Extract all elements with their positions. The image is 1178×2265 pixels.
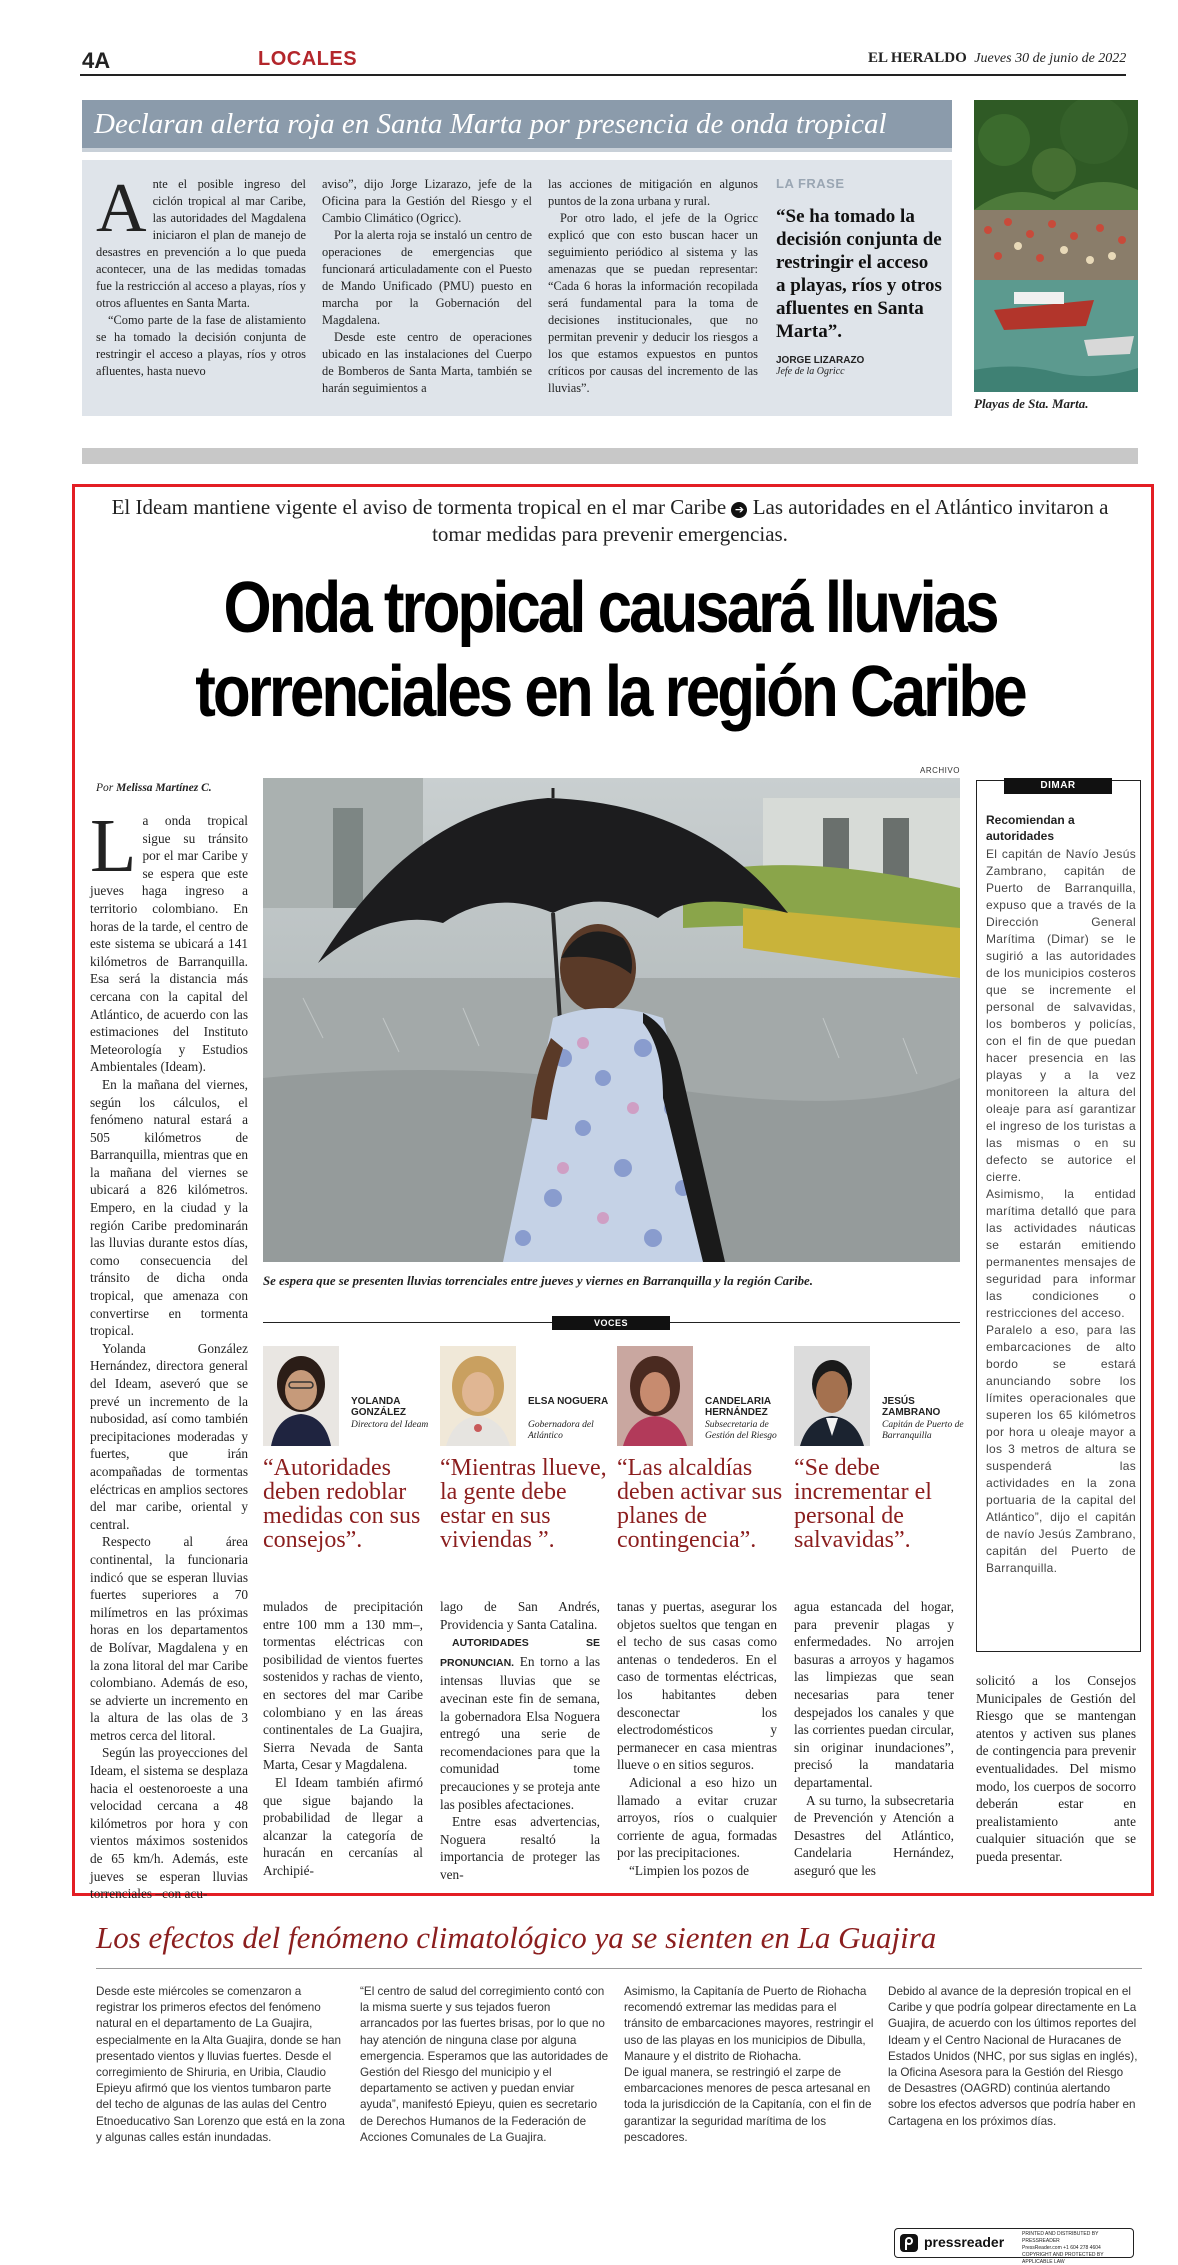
paragraph: las acciones de mitigación en algunos puntos de la zona urbana y rural. [548,177,758,208]
paragraph: “Como parte de la fase de alistamiento se ha tomado la decisión conjunta de restringir el acceso a playas, ríos y otros afluentes, hasta nuevo [96,313,306,378]
subhead: AUTORIDADES SE PRONUNCIAN. [440,1637,600,1669]
paragraph: “Limpien los pozos de [629,1862,750,1878]
voice-card [440,1346,612,1576]
dropcap: L [90,804,137,888]
sidebar-title: Recomiendan a autoridades [986,813,1075,843]
kicker-part-1: El Ideam mantiene vigente el aviso de tormenta tropical en el mar Caribe [111,495,727,519]
top-story-column-1 [96,170,306,380]
paragraph: En la mañana del viernes, según los cálculos, el fenómeno natural estará a 505 kilómetros de Barranquilla, mientras que en la mañana del viernes se ubicará a 826 kilómetros. Empero, en la ciudad y la región Caribe predominarán las lluvias durante estos días, como consecuencia del tránsito de dicha onda tropical, que amenaza con convertirse en tormenta tropical. [90,1076,248,1339]
section-divider [82,448,1138,464]
voice-name: YOLANDA GONZÁLEZ [351,1396,406,1418]
paragraph: nte el posible ingreso del ciclón tropical al mar Caribe, las autoridades del Magdalena iniciaron el plan de manejo de desastres en prevención a lo que pueda acontecer, una de las medidas tomadas fue la restricción al acceso a playas, ríos y otros afluentes en Santa Marta. [96,177,306,310]
paragraph: En torno a las intensas lluvias que se avecinan este fin de semana, la gobernadora Elsa Noguera entregó una serie de recomendaciones para que la comunidad tome precauciones y se proteja ante las posibles afectaciones. [440,1653,600,1812]
paragraph: Respecto al área continental, la funcionaria indicó que se esperan lluvias fuertes superiores a 70 milímetros en las próximas horas en los departamentos de Bolívar, Magdalena y en la zona litoral del mar Caribe colombiano. Además de eso, se advierte un incremento en la altura de las olas de 3 metros cerca del litoral. [90,1534,248,1743]
voice-card [794,1346,966,1576]
feature-column-4 [617,1598,777,1880]
voice-role: Gobernadora del Atlántico [528,1420,594,1441]
voice-role: Directora del Ideam [351,1420,429,1430]
headline-line-2: torrenciales en la región Caribe [195,652,1025,732]
arrow-right-icon: ➔ [731,502,747,518]
header-rule [80,74,1126,76]
pull-quote-label: LA FRASE [776,176,845,191]
sidebar-text [986,846,1136,1577]
voice-name: JESÚS ZAMBRANO [882,1396,941,1418]
paper-masthead [868,50,1126,67]
feature-column-1 [90,804,248,1903]
bottom-column-2: “El centro de salud del corregimiento contó con la misma suerte y sus tejados fueron arrancados por las fuertes brisas, por lo que no hay atención de ninguna clase por alguna emergencia. Esperamos que las autoridades de Gestión del Riesgo del municipio y el departamento se activen y puedan enviar ayuda”, manifestó Epieyu, quien es secretario de Derechos Humanos de la Federación de Acciones Comunales de La Guajira. [360,1985,609,2144]
bottom-story-rule [96,1968,1142,1969]
paragraph: Adicional a eso hizo un llamado a evitar cruzar arroyos, ríos o cualquier corriente de agua, formadas por las precipitaciones. [617,1774,777,1861]
byline [96,782,212,794]
main-photo [263,778,960,1262]
feature-column-2 [263,1598,423,1880]
paragraph: De igual manera, se restringió el zarpe de embarcaciones menores de pesca artesanal en toda la jurisdicción de la Capitanía, con el fin de garantizar la seguridad marítima de los pescadores. [624,2066,872,2144]
top-story-banner [82,100,952,152]
pull-quote-text: “Se ha tomado la decisión conjunta de restringir el acceso a playas, ríos y otros afluentes en Santa Marta”. [776,206,942,342]
paragraph: A su turno, la subsecretaria de Prevención y Atención a Desastres del Atlántico, Candelaria Hernández, aseguró que les [794,1792,954,1878]
paragraph: Según las proyecciones del Ideam, el sistema se desplaza hacia el oestenoroeste a una velocidad cercana a 48 kilómetros por hora y con vientos máximos sostenidos de 65 km/h. Además, este jueves se esperan lluvias torrenciales –con acu- [90,1745,248,1902]
bottom-column-3 [624,1984,874,2146]
paragraph: Desde este centro de operaciones ubicado en las instalaciones del Cuerpo de Bomberos de Santa Marta, también se harán seguimientos a [322,330,532,395]
paragraph: aviso”, dijo Jorge Lizarazo, jefe de la Oficina para la Gestión del Riesgo y el Cambio Climático (Ogricc). [322,177,532,225]
voice-name: ELSA NOGUERA [528,1396,609,1407]
pressreader-brand: pressreader [924,2234,1005,2250]
top-story-column-2 [322,176,532,397]
paragraph: Yolanda González Hernández, directora general del Ideam, aseveró que se prevé un incremento de la nubosidad, así como también precipitaciones moderadas y fuertes, que irán acompañadas de tormentas eléctricas en amplios sectores del mar caribe, oriental y central. [90,1340,248,1532]
paragraph: Por la alerta roja se instaló un centro de operaciones de emergencias que funcionará articuladamente con el Puesto de Mando Unificado (PMU) puesto en marcha por la Gobernación del Magdalena. [322,228,532,327]
feature-column-5 [794,1598,954,1880]
paragraph: El capitán de Navío Jesús Zambrano, capitán de Puerto de Barranquilla, expuso que a través de la Dirección General Marítima (Dimar) se le sugirió a las autoridades de los municipios costeros que se incremente el personal de salvavidas, los bomberos y policías, con el fin de que puedan hacer presencia en las playas y a la vez monitoreen la altura del oleaje para así garantizar el ingreso de los turistas a las mismas o en su defecto se autorice el cierre. [986,847,1136,1184]
feature-column-6 [976,1672,1136,1866]
photo-credit: ARCHIVO [920,766,960,775]
feature-headline [180,566,1040,734]
kicker-part-2: Las autoridades en el Atlántico invitaron a tomar medidas para prevenir emergencias. [432,495,1109,546]
headline-line-1: Onda tropical causará lluvias [223,568,997,648]
voice-role: Capitán de Puerto de Barranquilla [882,1420,964,1441]
pull-quote-name: JORGE LIZARAZO [776,355,865,366]
beach-photo-caption: Playas de Sta. Marta. [974,396,1089,411]
paragraph: Asimismo, la entidad marítima detalló que para las actividades náuticas se estarán emitiendo permanentes mensajes de seguridad para informar las condiciones o restricciones del acceso. [986,1187,1136,1320]
top-story-headline: Declaran alerta roja en Santa Marta por presencia de onda tropical [94,108,887,140]
voice-name: CANDELARIA HERNÁNDEZ [705,1396,771,1418]
byline-name: Melissa Martínez C. [116,782,212,794]
sidebar-tag: DIMAR [1004,778,1112,794]
voice-quote: “Autoridades deben redoblar medidas con sus consejos”. [263,1455,421,1553]
portrait [794,1346,870,1446]
paragraph: a onda tropical sigue su tránsito por el mar Caribe y se espera que este jueves haga ingreso a territorio colombiano. En horas de la tarde, el centro de este sistema se ubicará a 141 kilómetros de Barranquilla. Esa será la distancia más cercana con la capital del Atlántico, de acuerdo con las estimaciones del Instituto Meteorología y Estudios Ambientales (Ideam). [90,813,248,1075]
paragraph: Entre esas advertencias, Noguera resaltó la importancia de proteger las ven- [440,1814,600,1882]
dropcap: A [96,170,147,247]
voice-role: Subsecretaria de Gestión del Riesgo [705,1420,777,1441]
portrait [617,1346,693,1446]
top-story-column-3 [548,176,758,397]
legal-line: COPYRIGHT AND PROTECTED BY APPLICABLE LAW [1022,2252,1104,2265]
section-name: LOCALES [258,48,358,70]
page-number: 4A [82,48,111,73]
paragraph: Paralelo a eso, para las embarcaciones de alto bordo se estará anunciando sobre los límites operacionales que superen los 65 kilómetros por hora u oleaje mayor a los 3 metros de altura se suspenderá las actividades en la zona portuaria de la capital del Atlántico”, dijo el capitán de navío Jesús Zambrano, capitán del Puerto de Barranquilla. [986,1323,1136,1575]
bottom-column-4: Debido al avance de la depresión tropical en el Caribe y que podría golpear directamente en La Guajira, de acuerdo con los últimos reportes del Ideam y el Centro Nacional de Huracanes de Estados Unidos (NHC, por sus siglas en inglés), la Oficina Asesora para la Gestión del Riesgo de Desastres (OAGRD) continúa alertando sobre los efectos adversos que podría haber en Cartagena en los próximos días. [888,1985,1138,2128]
paragraph: tanas y puertas, asegurar los objetos sueltos que tengan en el techo de sus casas como antenas o tendederos. En el caso de tormentas eléctricas, los habitantes deben desconectar los electrodomésticos y permanecer en casa mientras llueve o en sitios seguros. [617,1599,777,1773]
legal-line: PressReader.com +1 604 278 4604 [1022,2245,1101,2251]
pull-quote [776,176,942,377]
pull-quote-role: Jefe de la Ogricc [776,366,845,377]
feature-column-3 [440,1598,600,1884]
issue-date: Jueves 30 de junio de 2022 [974,51,1127,66]
paragraph: mulados de precipitación entre 100 mm a 130 mm–, tormentas eléctricas con posibilidad de vientos fuertes sostenidos y rachas de viento, en sectores del mar Caribe colombiano y en las áreas continentales de La Guajira, Sierra Nevada de Santa Marta, Cesar y Magdalena. [263,1599,423,1773]
portrait [440,1346,516,1446]
bottom-story-headline: Los efectos del fenómeno climatológico ya se sienten en La Guajira [96,1920,937,1955]
paper-name: EL HERALDO [868,50,967,66]
voice-quote: “Las alcaldías deben activar sus planes de contingencia”. [617,1455,783,1553]
paragraph: Asimismo, la Capitanía de Puerto de Riohacha recomendó extremar las medidas para el tránsito de embarcaciones mayores, restringir el uso de las playas en los municipios de Dibulla, Manaure y el distrito de Riohacha. [624,1985,874,2063]
paragraph: Por otro lado, el jefe de la Ogricc explicó que con esto buscan hacer un seguimiento periódico al sistema y las amenazas que se puedan representar: “Cada 6 horas la información recopilada será fundamental para la toma de decisiones institucionales, que no permitan prevenir y deducir los riesgos a los que estamos expuestos en puntos críticos por causas del incremento de las lluvias”. [548,211,758,395]
main-photo-caption: Se espera que se presenten lluvias torrenciales entre jueves y viernes en Barranquilla y la región Caribe. [263,1274,813,1288]
voice-card [617,1346,789,1576]
beach-photo [974,100,1138,392]
paragraph: agua estancada del hogar, para prevenir plagas y enfermedades. No arrojen basuras a arroyos y hagamos las limpiezas que sean necesarias para tener despejados los canales y que las corrientes puedan circular, sin originar inundaciones”, precisó la mandataria departamental. [794,1599,954,1790]
pressreader-logo-icon [900,2234,918,2252]
pressreader-legal [1022,2231,1130,2265]
pressreader-badge [894,2228,1134,2265]
paragraph: El Ideam también afirmó que sigue bajando la probabilidad de llegar a alcanzar la categoría de huracán en cercanías al Archipié- [263,1774,423,1878]
feature-kicker [110,494,1110,548]
paragraph: solicitó a los Consejos Municipales de Gestión del Riesgo que se mantengan atentos y activen sus planes de contingencia para prevenir eventualidades. Del mismo modo, los cuerpos de socorro deberán estar en prealistamiento ante cualquier situación que se pueda presentar. [976,1673,1136,1864]
byline-prefix: Por [96,782,117,794]
voice-quote: “Mientras llueve, la gente debe estar en sus viviendas ”. [440,1455,607,1553]
voice-quote: “Se debe incrementar el personal de salvavidas”. [794,1455,932,1553]
bottom-column-1: Desde este miércoles se comenzaron a registrar los primeros efectos del fenómeno natural en el departamento de La Guajira, especialmente en la Alta Guajira, donde se han presentado vientos y lluvias fuertes. Desde el corregimiento de Shiruria, en Uribia, Claudio Epieyu afirmó que los vientos tumbaron parte del techo de algunas de las aulas del Centro Etnoeducativo San Lorenzo que está en la zona y algunas calles están inundadas. [96,1985,345,2144]
voice-card [263,1346,435,1576]
paragraph: lago de San Andrés, Providencia y Santa Catalina. [440,1599,600,1632]
portrait [263,1346,339,1446]
legal-line: PRINTED AND DISTRIBUTED BY PRESSREADER [1022,2231,1099,2244]
voces-tag: VOCES [552,1316,670,1330]
